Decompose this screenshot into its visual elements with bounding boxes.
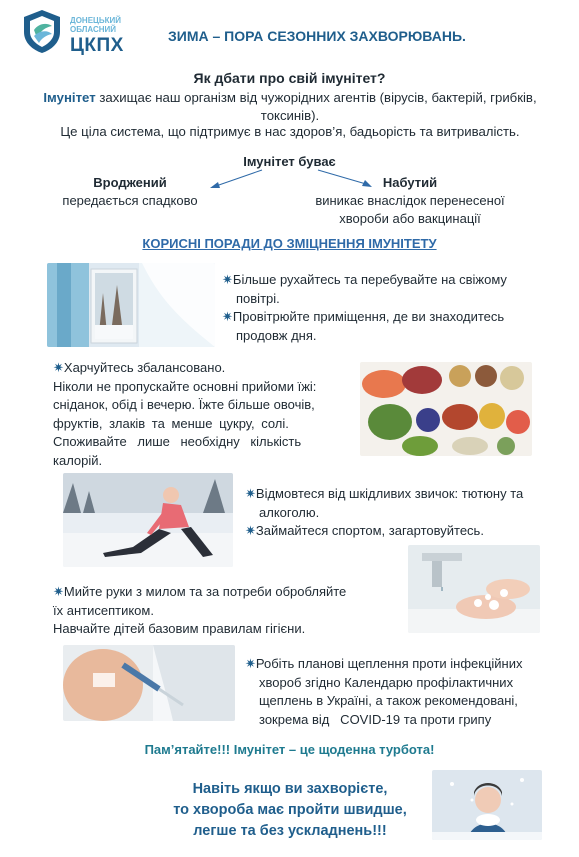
star-icon: ✷ bbox=[222, 272, 233, 287]
intro-lead: Імунітет bbox=[43, 90, 96, 105]
star-icon: ✷ bbox=[245, 486, 256, 501]
star-icon: ✷ bbox=[222, 309, 233, 324]
handwashing-photo bbox=[408, 545, 540, 633]
final-message: Навіть якщо ви захворієте, то хвороба має пройти швидше, легше та без ускладнень!!! bbox=[173, 781, 407, 839]
star-icon: ✷ bbox=[53, 360, 64, 375]
logo-name: ЦКПХ bbox=[70, 35, 124, 56]
acquired-title: Набутий bbox=[382, 175, 438, 190]
logo bbox=[20, 8, 140, 54]
logo-subtitle: ДОНЕЦЬКИЙ ОБЛАСНИЙ bbox=[70, 16, 122, 34]
acquired-desc-1: виникає внаслідок перенесеної bbox=[315, 193, 505, 208]
acquired-immunity bbox=[300, 174, 520, 228]
star-icon: ✷ bbox=[53, 584, 64, 599]
remember-note: Пам’ятайте!!! Імунітет – це щоденна турбота! bbox=[144, 742, 435, 757]
question-heading: Як дбати про свій імунітет? bbox=[193, 70, 386, 86]
innate-desc: передається спадково bbox=[62, 193, 198, 208]
tip-habits-sport: ✷Відмовтеся від шкідливих звичок: тютюну та алкоголю. ✷Займайтеся спортом, загартовуйтесь. bbox=[245, 486, 524, 538]
innate-title: Вроджений bbox=[93, 175, 167, 190]
vaccination-photo bbox=[63, 645, 235, 721]
child-in-snow-photo bbox=[432, 770, 542, 840]
page-title: ЗИМА – ПОРА СЕЗОННИХ ЗАХВОРЮВАНЬ. bbox=[168, 28, 466, 44]
acquired-desc-2: хвороби або вакцинації bbox=[339, 211, 481, 226]
intro-rest: захищає наш організм від чужорідних агентів (вірусів, бактерій, грибків, токсинів). bbox=[95, 90, 537, 123]
tip-vaccination: ✷Робіть планові щеплення проти інфекційних хвороб згідно Календарю профілактичних щеплень в Україні, а також рекомендовані, зокрема від COVID-19 та проти грипу bbox=[245, 656, 523, 727]
window-photo bbox=[47, 263, 215, 347]
healthy-food-photo bbox=[360, 362, 532, 456]
winter-sport-photo bbox=[63, 473, 233, 567]
tips-title: КОРИСНІ ПОРАДИ ДО ЗМІЦНЕННЯ ІМУНІТЕТУ bbox=[142, 236, 437, 251]
immunity-types-heading: Імунітет буває bbox=[243, 154, 336, 169]
tip-hygiene: ✷Мийте руки з милом та за потреби обробляйте їх антисептиком. Навчайте дітей базовим правилам гігієни. bbox=[53, 584, 347, 636]
shield-logo-icon bbox=[20, 8, 64, 54]
innate-immunity bbox=[40, 174, 220, 210]
intro-text bbox=[20, 89, 560, 125]
intro-line2: Це ціла система, що підтримує в нас здоров’я, бадьорість та витривалість. bbox=[60, 124, 520, 139]
tip-fresh-air: ✷Більше рухайтесь та перебувайте на свіжому повітрі. ✷Провітрюйте приміщення, де ви знаходитесь продовж дня. bbox=[222, 272, 507, 343]
tip-nutrition: ✷Харчуйтесь збалансовано. Ніколи не пропускайте основні прийоми їжі: сніданок, обід і вечерю. Їжте більше овочів, фруктів, злаків та менше цукру, солі. Споживайте лише необхідну кількість калорій. bbox=[53, 360, 317, 468]
star-icon: ✷ bbox=[245, 523, 256, 538]
star-icon: ✷ bbox=[245, 656, 256, 671]
